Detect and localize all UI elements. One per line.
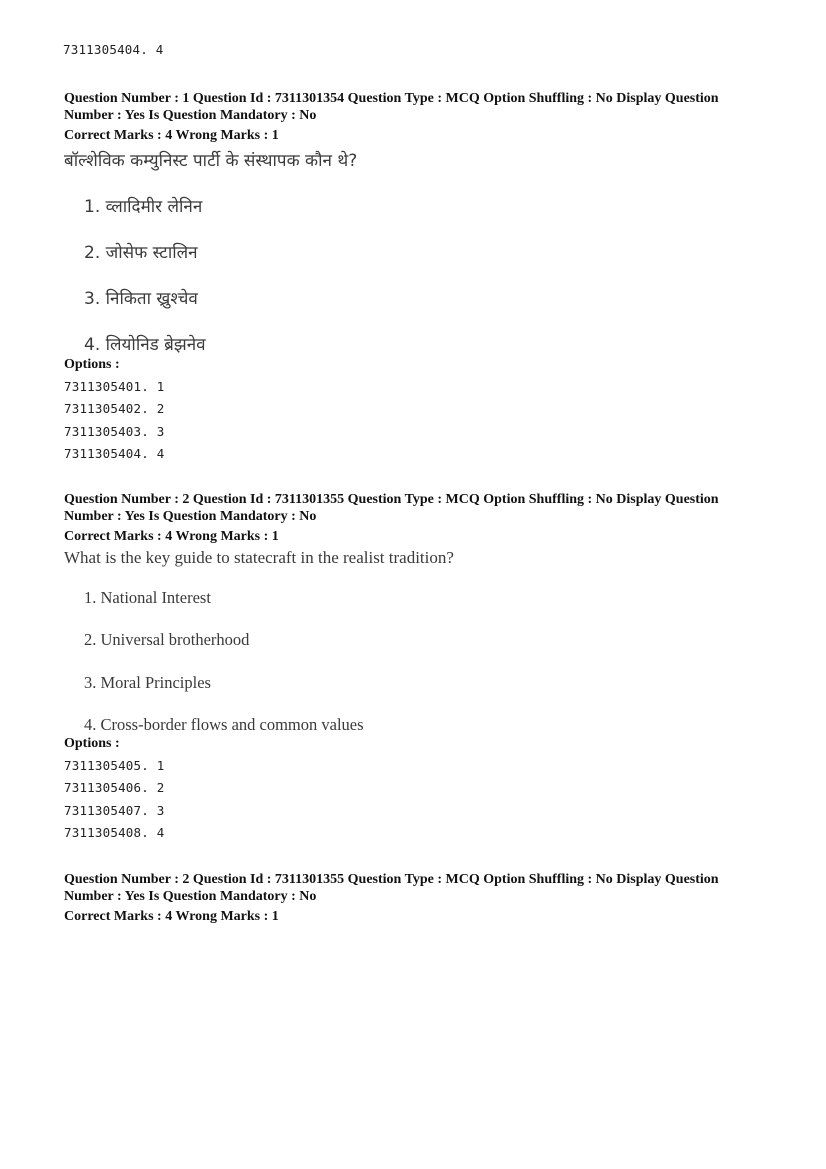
q2-marks: Correct Marks : 4 Wrong Marks : 1	[64, 529, 279, 544]
q3-header-line2: Number : Yes Is Question Mandatory : No	[64, 889, 317, 904]
q3-marks: Correct Marks : 4 Wrong Marks : 1	[64, 909, 279, 924]
q1-choice-4: 4. लियोनिड ब्रेझनेव	[84, 335, 206, 355]
q2-choice-1: 1. National Interest	[84, 588, 211, 607]
q2-header	[64, 491, 764, 545]
q1-header	[64, 90, 764, 144]
q2-options-list	[64, 755, 164, 844]
q1-option-id-4: 7311305404. 4	[64, 445, 165, 461]
q2-option-id-2: 7311305406. 2	[64, 780, 165, 796]
q1-header-line1: Question Number : 1 Question Id : 7311301354 Question Type : MCQ Option Shuffling : No Display Question	[64, 91, 719, 106]
q2-header-line1: Question Number : 2 Question Id : 7311301355 Question Type : MCQ Option Shuffling : No Display Question	[64, 492, 719, 507]
q2-choice-3: 3. Moral Principles	[84, 673, 211, 692]
q1-option-id-1: 7311305401. 1	[64, 379, 165, 394]
q1-choice-2: 2. जोसेफ स्टालिन	[84, 243, 198, 263]
q3-header	[64, 871, 764, 925]
q2-question-text: What is the key guide to statecraft in the realist tradition?	[64, 548, 454, 567]
q1-choice-1: 1. व्लादिमीर लेनिन	[84, 197, 203, 217]
q2-options-label: Options :	[64, 736, 120, 751]
q1-options-label: Options :	[64, 357, 120, 372]
q2-choice-2: 2. Universal brotherhood	[84, 630, 250, 649]
q2-choice-4: 4. Cross-border flows and common values	[84, 715, 364, 734]
q2-option-id-4: 7311305408. 4	[64, 824, 165, 840]
q1-option-id-3: 7311305403. 3	[64, 423, 165, 439]
q1-option-id-2: 7311305402. 2	[64, 401, 165, 417]
q1-marks: Correct Marks : 4 Wrong Marks : 1	[64, 128, 279, 143]
q1-header-line2: Number : Yes Is Question Mandatory : No	[64, 108, 317, 123]
q2-option-id-3: 7311305407. 3	[64, 802, 165, 818]
top-option-id: 7311305404. 4	[63, 42, 164, 57]
q2-option-id-1: 7311305405. 1	[64, 758, 165, 773]
q1-options-list	[64, 376, 164, 465]
q1-question-text: बॉल्शेविक कम्युनिस्ट पार्टी के संस्थापक कौन थे?	[64, 151, 358, 171]
q3-header-line1: Question Number : 2 Question Id : 7311301355 Question Type : MCQ Option Shuffling : No Display Question	[64, 872, 719, 887]
q2-header-line2: Number : Yes Is Question Mandatory : No	[64, 509, 317, 524]
q1-choice-3: 3. निकिता ख्रुश्चेव	[84, 289, 198, 309]
